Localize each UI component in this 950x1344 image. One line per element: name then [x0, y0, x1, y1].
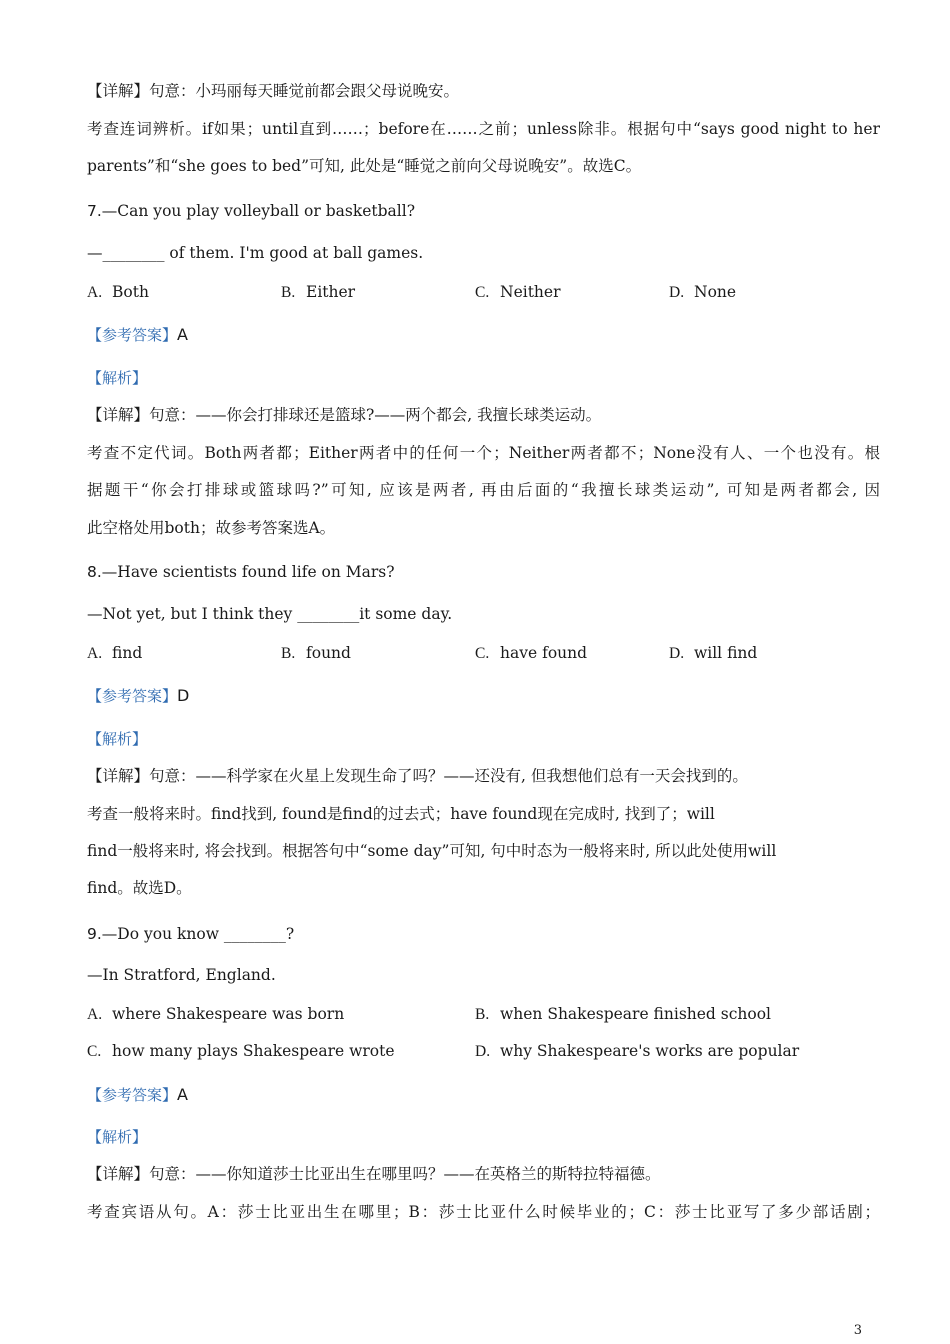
option-text: have found: [500, 644, 588, 662]
q9-option-a: [87, 1004, 344, 1025]
q6-detail: 【详解】句意：小玛丽每天睡觉前都会跟父母说晚安。: [87, 82, 460, 100]
q7-option-d: [669, 282, 736, 303]
answer-value: A: [177, 1085, 188, 1104]
q9-jiexi-label: 【解析】: [87, 1128, 148, 1146]
q8-analysis-line-1: 考查一般将来时。find找到, found是find的过去式；have found现在完成时, 找到了；will: [87, 805, 715, 823]
q6-analysis-line-2: parents”和“she goes to bed”可知, 此处是“睡觉之前向父母说晚安”。故选C。: [87, 157, 642, 175]
q7-option-c: [475, 282, 561, 303]
answer-value: D: [177, 686, 190, 705]
option-text: find: [112, 644, 143, 662]
q6-analysis-line-1: 考查连词辨析。if如果；until直到……；before在……之前；unless除非。根据句中“says good night to her: [87, 120, 880, 138]
q9-stem: [87, 924, 880, 944]
q8-stem-text: —Have scientists found life on Mars?: [101, 563, 395, 581]
q9-number: 9.: [87, 925, 102, 943]
option-text: found: [306, 644, 351, 662]
option-text: when Shakespeare finished school: [500, 1005, 772, 1023]
option-label: B.: [281, 284, 296, 301]
q8-reply: —Not yet, but I think they ________it some day.: [87, 605, 453, 623]
option-label: B.: [281, 645, 296, 662]
q7-reply: —________ of them. I'm good at ball games.: [87, 244, 424, 262]
option-label: A.: [87, 1006, 103, 1023]
option-label: C.: [475, 284, 490, 301]
q7-detail: 【详解】句意：——你会打排球还是篮球?——两个都会, 我擅长球类运动。: [87, 406, 602, 424]
q9-stem-text: —Do you know ________?: [101, 925, 295, 943]
answer-value: A: [177, 325, 188, 344]
option-text: where Shakespeare was born: [112, 1005, 345, 1023]
answer-label: 【参考答案】: [87, 1086, 178, 1104]
q8-jiexi-label: 【解析】: [87, 730, 148, 748]
q7-option-a: [87, 282, 149, 303]
q7-stem: [87, 201, 880, 221]
q7-jiexi-label: 【解析】: [87, 369, 148, 387]
q9-option-c: [87, 1041, 395, 1062]
q8-answer: [87, 686, 880, 706]
q8-option-d: [669, 643, 757, 664]
q7-analysis-line-3: 此空格处用both；故参考答案选A。: [87, 519, 336, 537]
option-label: C.: [87, 1043, 102, 1060]
q9-analysis-line-1: 考查宾语从句。A：莎士比亚出生在哪里；B：莎士比亚什么时候毕业的；C：莎士比亚写了多少部话剧；: [87, 1203, 880, 1221]
option-text: will find: [694, 644, 758, 662]
option-label: A.: [87, 284, 103, 301]
q8-option-a: [87, 643, 142, 664]
page-number: 3: [853, 1323, 862, 1338]
option-label: C.: [475, 645, 490, 662]
q9-option-d: [475, 1041, 799, 1062]
answer-label: 【参考答案】: [87, 326, 178, 344]
q8-number: 8.: [87, 563, 102, 581]
option-text: how many plays Shakespeare wrote: [112, 1042, 395, 1060]
q8-option-b: [281, 643, 351, 664]
option-text: why Shakespeare's works are popular: [500, 1042, 800, 1060]
option-text: None: [694, 283, 737, 301]
option-label: A.: [87, 645, 103, 662]
q9-option-b: [475, 1004, 771, 1025]
option-label: D.: [669, 645, 685, 662]
q7-analysis-line-1: 考查不定代词。Both两者都；Either两者中的任何一个；Neither两者都不；None没有人、一个也没有。根: [87, 444, 880, 462]
option-text: Either: [306, 283, 356, 301]
q7-analysis-line-2: 据题干“你会打排球或篮球吗?”可知, 应该是两者, 再由后面的“我擅长球类运动”, 可知是两者都会, 因: [87, 481, 880, 499]
q9-detail: 【详解】句意：——你知道莎士比亚出生在哪里吗？——在英格兰的斯特拉特福德。: [87, 1165, 661, 1183]
q8-stem: [87, 562, 880, 582]
q8-analysis-line-3: find。故选D。: [87, 879, 192, 897]
q7-number: 7.: [87, 202, 102, 220]
option-label: D.: [475, 1043, 491, 1060]
q7-option-b: [281, 282, 355, 303]
q8-option-c: [475, 643, 587, 664]
option-text: Neither: [500, 283, 561, 301]
q8-detail: 【详解】句意：——科学家在火星上发现生命了吗？——还没有, 但我想他们总有一天会找到的。: [87, 767, 748, 785]
q9-reply: —In Stratford, England.: [87, 966, 276, 984]
option-text: Both: [112, 283, 149, 301]
option-label: D.: [669, 284, 685, 301]
q8-analysis-line-2: find一般将来时, 将会找到。根据答句中“some day”可知, 句中时态为一般将来时, 所以此处使用will: [87, 842, 777, 860]
q7-answer: [87, 325, 880, 345]
q9-answer: [87, 1085, 880, 1105]
answer-label: 【参考答案】: [87, 687, 178, 705]
option-label: B.: [475, 1006, 490, 1023]
q7-stem-text: —Can you play volleyball or basketball?: [101, 202, 416, 220]
